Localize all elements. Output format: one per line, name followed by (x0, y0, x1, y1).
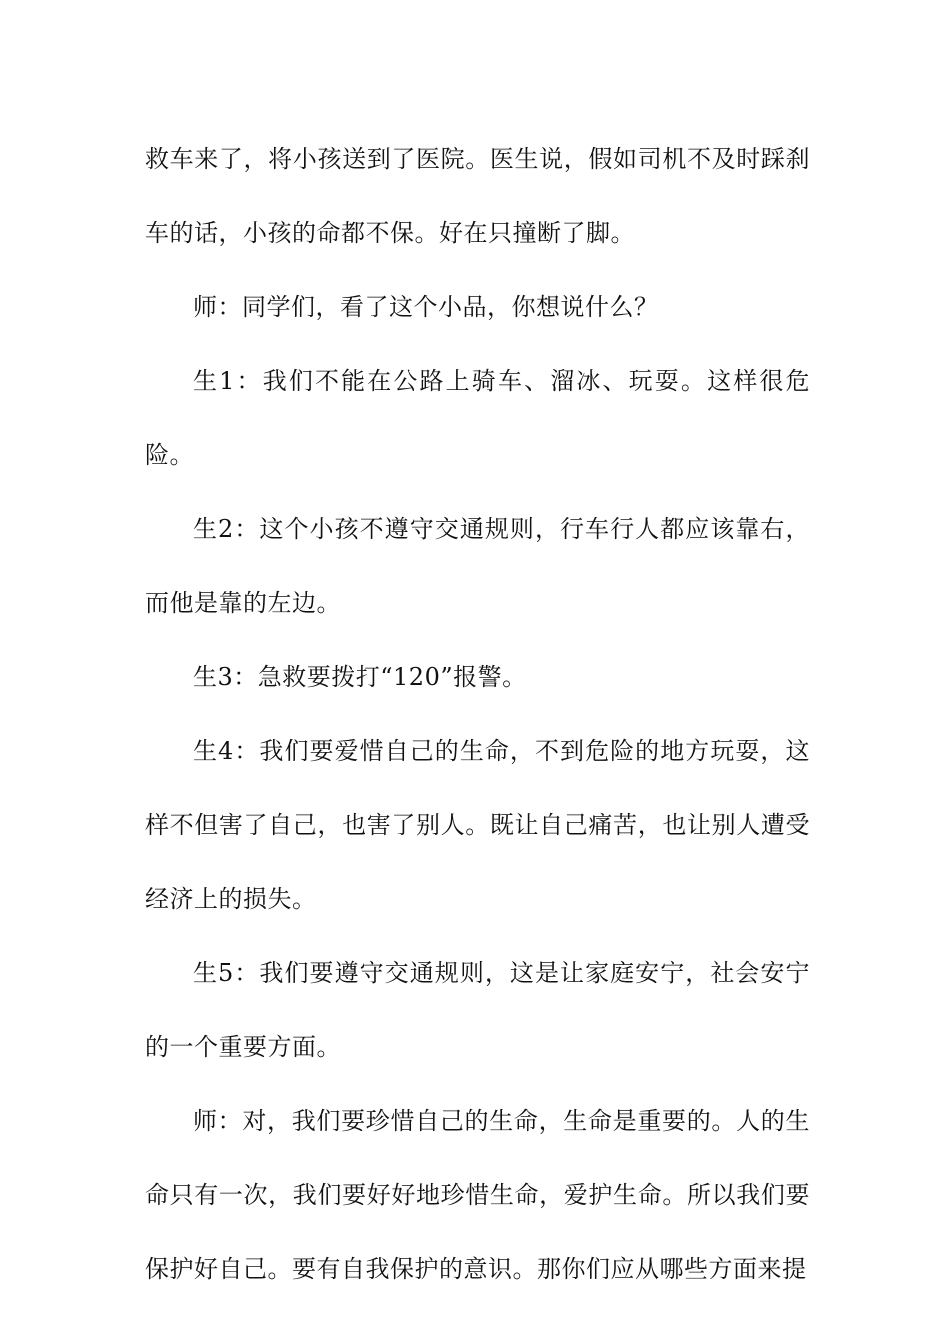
paragraph-1: 救车来了，将小孩送到了医院。医生说，假如司机不及时踩刹车的话，小孩的命都不保。好在只撞断了脚。 (145, 145, 810, 247)
paragraph-4: 生2：这个小孩不遵守交通规则，行车行人都应该靠右，而他是靠的左边。 (145, 515, 810, 617)
paragraph-6: 生4：我们要爱惜自己的生命，不到危险的地方玩耍，这样不但害了自己，也害了别人。既让自己痛苦，也让别人遭受经济上的损失。 (145, 737, 810, 913)
paragraph-2: 师：同学们，看了这个小品，你想说什么？ (193, 293, 659, 321)
paragraph-7: 生5：我们要遵守交通规则，这是让家庭安宁，社会安宁的一个重要方面。 (145, 959, 810, 1061)
document-body (145, 122, 810, 1306)
paragraph-8: 师：对，我们要珍惜自己的生命，生命是重要的。人的生命只有一次，我们要好好地珍惜生命，爱护生命。所以我们要保护好自己。要有自我保护的意识。那你们应从哪些方面来提 (145, 1107, 810, 1283)
paragraph-5: 生3：急救要拨打“120”报警。 (193, 663, 527, 691)
paragraph-3: 生1：我们不能在公路上骑车、溜冰、玩耍。这样很危险。 (145, 367, 810, 469)
